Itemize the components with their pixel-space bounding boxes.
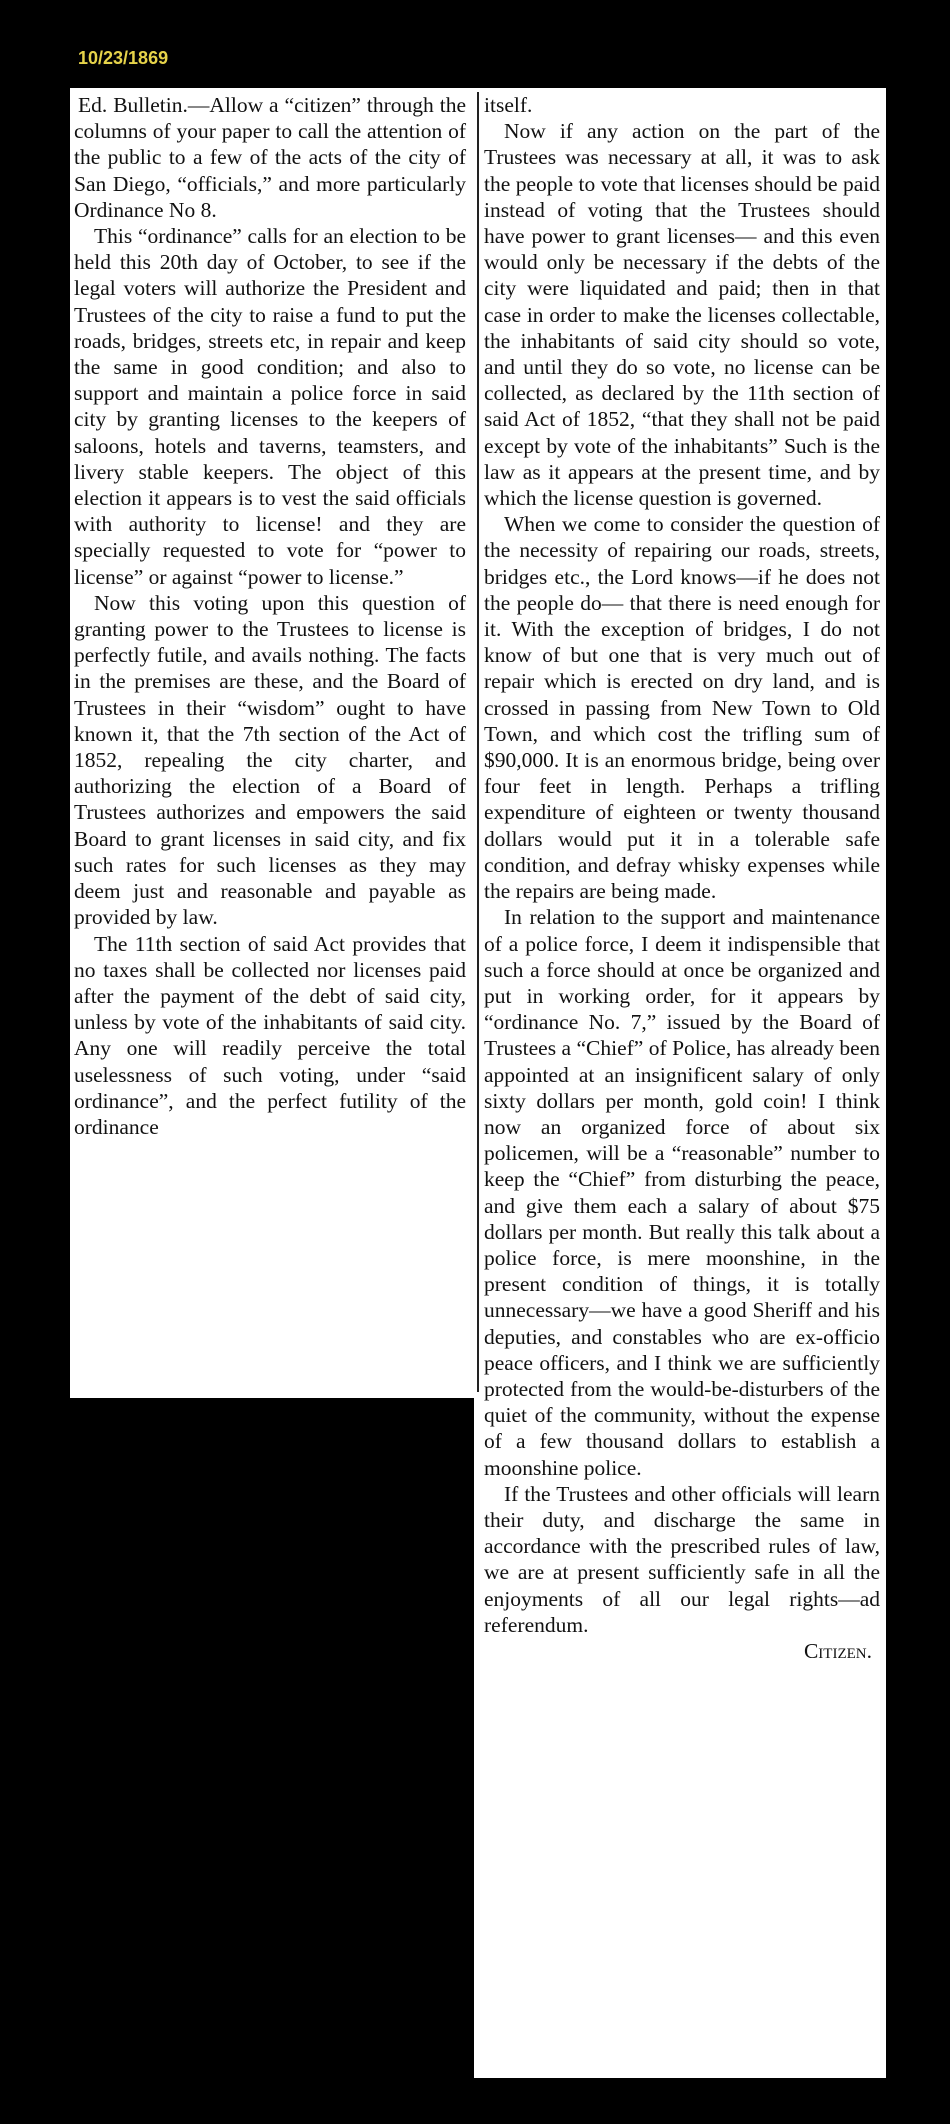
- salutation-paragraph: Ed. Bulletin.—Allow a “citizen” through the columns of your paper to call the attention of the public to a few of the acts of the city of San Diego, “officials,” and more particularly Ordinance No 8.: [74, 93, 466, 222]
- ordinance-paragraph: This “ordinance” calls for an election to be held this 20th day of October, to see if the legal voters will authorize the President and Trustees of the city to raise a fund to put the roads, bridges, streets etc, in repair and keep the same in good condition; and also to support and maintain a police force in said city by granting licenses to the keepers of saloons, hotels and taverns, teamsters, and livery stable keepers. The object of this election it appears is to vest the said officials with authority to license! and they are specially requested to vote for “power to license” or against “power to license.”: [74, 224, 466, 589]
- clipping-date: 10/23/1869: [78, 48, 169, 68]
- closing-paragraph: If the Trustees and other officials will learn their duty, and discharge the same in accordance with the prescribed rules of law, we are at present sufficiently safe in all the enjoyments of all our legal rights—ad referendum.: [484, 1481, 880, 1637]
- article-column-left: [70, 88, 474, 1398]
- roads-bridges-paragraph: When we come to consider the question of the necessity of repairing our roads, streets, bridges etc., the Lord knows—if he does not the people do— that there is need enough for it. With the exception of bridges, I do not know of but one that is very much out of repair which is erected on dry land, and is crossed in passing from New Town to Old Town, and which cost the trifling sum of $90,000. It is an enormous bridge, being over four feet in length. Perhaps a trifling expenditure of eighteen or twenty thousand dollars would put it in a tolerable safe condition, and defray whisky expenses while the repairs are being made.: [484, 512, 880, 904]
- continuation-text: itself.: [484, 93, 533, 117]
- police-force-paragraph: In relation to the support and maintenance of a police force, I deem it indispensible that such a force should at once be organized and put in working order, for it appears by “ordinance No. 7,” issued by the Board of Trustees a “Chief” of Police, has already been appointed at an insignificent salary of only sixty dollars per month, gold coin! I think now an organized force of about six policemen, will be a “reasonable” number to keep the “Chief” from disturbing the peace, and give them each a salary of about $75 dollars per month. But really this talk about a police force, is mere moonshine, in the present condition of things, it is totally unnecessary—we have a good Sheriff and his deputies, and constables who are ex-officio peace officers, and I think we are sufficiently protected from the would-be-disturbers of the quiet of the community, without the expense of a few thousand dollars to establish a moonshine police.: [484, 905, 880, 1480]
- article-column-right: [474, 88, 886, 2078]
- signature: Citizen.: [803, 1638, 872, 1663]
- section-eleven-paragraph: The 11th section of said Act provides that no taxes shall be collected nor licenses paid after the payment of the debt of said city, unless by vote of the inhabitants of said city. Any one will readily perceive the total uselessness of such voting, under “said ordinance”, and the perfect futility of the ordinance: [74, 931, 466, 1139]
- voting-futile-paragraph: Now this voting upon this question of granting power to the Trustees to license is perfectly futile, and avails nothing. The facts in the premises are these, and the Board of Trustees in their “wisdom” ought to have known it, that the 7th section of the Act of 1852, repealing the city charter, and authorizing the election of a Board of Trustees authorizes and empowers the said Board to grant licenses in said city, and fix such rates for such licenses as they may deem just and reasonable and payable as provided by law.: [74, 590, 466, 930]
- trustees-action-paragraph: Now if any action on the part of the Trustees was necessary at all, it was to ask the people to vote that licenses should be paid instead of voting that the Trustees should have power to grant licenses— and this even would only be necessary if the debts of the city were liquidated and paid; then in that case in order to make the licenses collectable, the inhabitants of said city should so vote, and until they do so vote, no license can be collected, as declared by the 11th section of said Act of 1852, “that they shall not be paid except by vote of the inhabitants” Such is the law as it appears at the present time, and by which the license question is governed.: [484, 119, 880, 511]
